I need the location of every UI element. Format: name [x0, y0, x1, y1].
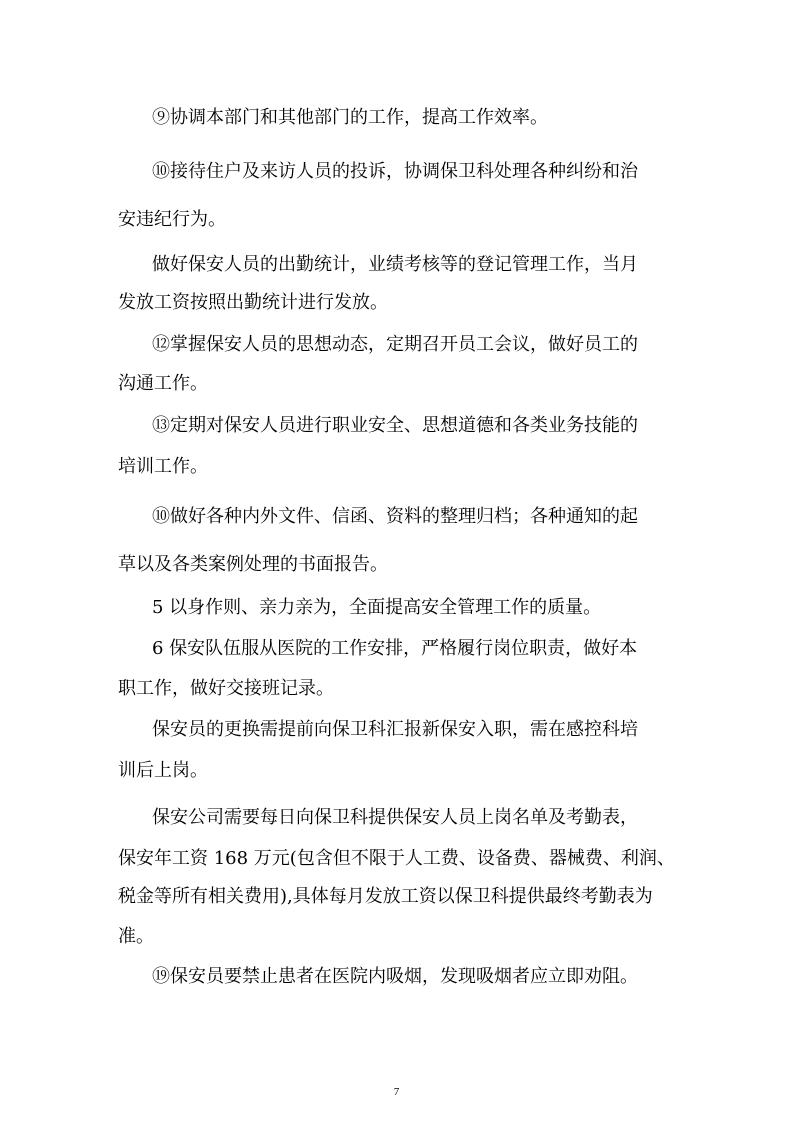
text-line: 职工作，做好交接班记录。	[118, 678, 334, 699]
text-line: 准。	[118, 926, 154, 947]
text-line: ⑲保安员要禁止患者在医院内吸烟，发现吸烟者应立即劝阻。	[152, 966, 638, 987]
text-line: 保安员的更换需提前向保卫科汇报新保安入职，需在感控科培	[152, 719, 638, 740]
text-line: 培训工作。	[118, 456, 208, 477]
text-line: ⑩做好各种内外文件、信函、资料的整理归档；各种通知的起	[152, 506, 638, 527]
text-line: 草以及各类案例处理的书面报告。	[118, 554, 388, 575]
text-line: 安违纪行为。	[118, 209, 226, 230]
text-line: 做好保安人员的出勤统计，业绩考核等的登记管理工作，当月	[152, 254, 638, 275]
text-line: 保安年工资 168 万元(包含但不限于人工费、设备费、器械费、利润、	[118, 848, 675, 869]
text-line: ⑨协调本部门和其他部门的工作，提高工作效率。	[152, 107, 548, 128]
text-line: 5 以身作则、亲力亲为，全面提高安全管理工作的质量。	[152, 597, 602, 618]
page-number: 7	[393, 1086, 400, 1098]
text-line: 保安公司需要每日向保卫科提供保安人员上岗名单及考勤表，	[152, 807, 638, 828]
text-line: ⑫掌握保安人员的思想动态，定期召开员工会议，做好员工的	[152, 334, 638, 355]
text-line: 6 保安队伍服从医院的工作安排，严格履行岗位职责，做好本	[152, 638, 638, 659]
text-line: 发放工资按照出勤统计进行发放。	[118, 292, 388, 313]
text-line: 训后上岗。	[118, 760, 208, 781]
text-line: ⑩接待住户及来访人员的投诉，协调保卫科处理各种纠纷和治	[152, 161, 638, 182]
text-line: 沟通工作。	[118, 373, 208, 394]
text-line: ⑬定期对保安人员进行职业安全、思想道德和各类业务技能的	[152, 415, 638, 436]
text-line: 税金等所有相关费用),具体每月发放工资以保卫科提供最终考勤表为	[118, 886, 653, 907]
